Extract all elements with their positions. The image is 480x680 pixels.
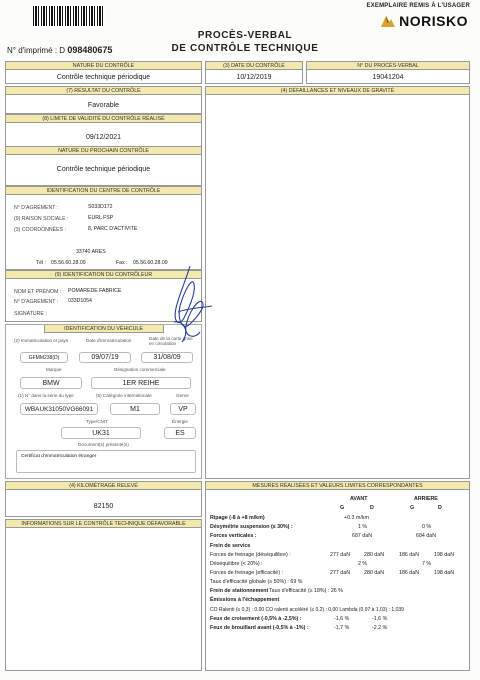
measures-box: [205, 481, 470, 671]
genre-value: VP: [170, 403, 196, 415]
print-number: [7, 45, 112, 55]
logo-mark-icon: [380, 14, 396, 28]
categorie-label: (5) Catégorie internationale: [96, 393, 152, 398]
ripage-value: +0.3 m/km: [344, 515, 369, 521]
controller-agrement-value: 033D1054: [68, 298, 92, 304]
carte-grise-value: 31/08/09: [141, 352, 193, 363]
next-control-box: [5, 146, 202, 186]
service-label: Frein de service: [210, 543, 251, 549]
brake2-rg: 186 daN: [399, 570, 420, 576]
measures-header: MESURES RÉALISÉES ET VALEURS LIMITES CORRESPONDANTES: [206, 482, 469, 490]
center-fax-value: 05.56.60.28.09: [133, 260, 168, 266]
croisement-left: -1,6 %: [334, 616, 350, 622]
brouillard-label: Feux de brouillard avant (-0,5% à -1%) :: [210, 625, 309, 631]
col-front-label: AVANT: [350, 496, 368, 502]
brake2-label: Forces de freinage (efficacité) :: [210, 570, 283, 576]
energie-label: Énergie: [172, 419, 188, 424]
global-rate: Taux d'efficacité globale (≥ 50%) : 69 %: [210, 579, 303, 585]
desym-label: Désymétrie suspension (≤ 30%) :: [210, 524, 293, 530]
center-agrement-value: S033D172: [88, 204, 113, 210]
pv-number-header: N° DU PROCÈS-VERBAL: [307, 62, 469, 70]
vin-value: WBAUK31050VG66091: [20, 403, 98, 415]
date-header: (3) DATE DU CONTRÔLE: [206, 62, 302, 70]
controller-signature-label: SIGNATURE :: [14, 311, 47, 317]
nature-value: Contrôle technique périodique: [56, 74, 151, 81]
vert-rear: 684 daN: [416, 533, 437, 539]
ripage-label: Ripage (-8 à +8 m/km): [210, 515, 265, 521]
date-value: 10/12/2019: [236, 74, 272, 81]
immat-value: GFMM238(D): [20, 352, 68, 363]
brake2-rd: 198 daN: [434, 570, 455, 576]
result-box: [5, 86, 202, 114]
front-g-label: G: [340, 505, 345, 511]
vin-label: (1) N° dans la série du type: [18, 393, 74, 398]
info-header: INFORMATIONS SUR LE CONTRÔLE TECHNIQUE DÉFAVORABLE: [6, 520, 201, 528]
defects-header: (4) DÉFAILLANCES ET NIVEAUX DE GRAVITÉ: [206, 87, 469, 95]
validity-box: [5, 114, 202, 147]
marque-label: Marque: [46, 367, 62, 372]
croisement-label: Feux de croisement (-0,5% à -2,5%) :: [210, 616, 302, 622]
center-header: IDENTIFICATION DU CENTRE DE CONTRÔLE: [6, 187, 201, 195]
controller-name-value: POMAREDE FABRICE: [68, 288, 122, 294]
genre-label: Genre: [176, 393, 189, 398]
marque-value: BMW: [20, 377, 82, 389]
designation-value: 1ER REIHE: [91, 377, 191, 389]
center-city: 33740 ARES: [76, 249, 106, 255]
croisement-right: -1,6 %: [372, 616, 388, 622]
center-fax-label: Fax :: [116, 260, 128, 266]
brake1-rg: 186 daN: [399, 552, 420, 558]
title-line-2: DE CONTRÔLE TECHNIQUE: [171, 43, 319, 54]
title-line-1: PROCÈS-VERBAL: [197, 30, 293, 41]
next-control-header: NATURE DU PROCHAIN CONTRÔLE: [6, 147, 201, 155]
front-d-label: D: [370, 505, 374, 511]
brake1-rd: 198 daN: [434, 552, 455, 558]
validity-value: 09/12/2021: [85, 134, 122, 141]
km-header: (4) KILOMÉTRAGE RELEVÉ: [6, 482, 201, 490]
desym-front: 1 %: [358, 524, 368, 530]
center-raison-value: EURL FSP: [88, 215, 114, 221]
rear-g-label: G: [410, 505, 415, 511]
km-value: 82150: [93, 503, 114, 510]
deseq-label: Déséquilibre (< 20%) :: [210, 561, 263, 567]
type-value: UK31: [61, 427, 141, 439]
brand-name: NORISKO: [399, 13, 468, 29]
brake2-fg: 277 daN: [330, 570, 351, 576]
center-address: 8, PARC D'ACTIVITE: [88, 226, 138, 232]
parking-rate: Taux d'efficacité (≥ 18%) : 26 %: [269, 588, 343, 594]
pv-number-box: [306, 61, 470, 84]
nature-box: [5, 61, 202, 84]
vert-label: Forces verticales :: [210, 533, 257, 539]
documents-value: Certificat d'immatriculation étranger: [16, 450, 196, 473]
center-tel-value: 05.56.60.28.09: [51, 260, 86, 266]
co-values: CO Ralenti (≤ 0,3) : 0,00 CO ralenti accéléré (≤ 0,2) : 0,00 Lambda (0,97 à 1,03) : 1,039: [210, 607, 404, 613]
brake1-fg: 277 daN: [330, 552, 351, 558]
rear-d-label: D: [438, 505, 442, 511]
deseq-rear: 7 %: [422, 561, 432, 567]
page-title: [150, 29, 340, 55]
deseq-front: 2 %: [358, 561, 368, 567]
date-box: [205, 61, 303, 84]
defects-box: [205, 86, 470, 479]
type-label: Type/CNIT: [86, 419, 108, 424]
vehicle-header: IDENTIFICATION DU VÉHICULE: [44, 325, 164, 333]
controller-name-label: NOM ET PRÉNOM :: [14, 289, 62, 295]
result-value: Favorable: [87, 102, 120, 109]
desym-rear: 0 %: [422, 524, 432, 530]
first-immat-label: Date d'immatriculation: [86, 338, 132, 343]
brouillard-right: -2,2 %: [372, 625, 388, 631]
center-agrement-label: N° D'AGRÉMENT :: [14, 205, 59, 211]
carte-grise-label: Date de la carte grise en circulation: [149, 336, 193, 346]
print-number-value: 098480675: [67, 45, 113, 55]
emissions-label: Émissions à l'échappement: [210, 597, 280, 603]
immat-label: (2) Immatriculation et pays: [14, 338, 69, 343]
pv-number-value: 19041204: [372, 74, 404, 81]
brand-logo: [380, 13, 468, 29]
validity-header: (8) LIMITE DE VALIDITÉ DU CONTRÔLE RÉALISÉ: [6, 115, 201, 123]
designation-label: Désignation commerciale: [114, 367, 166, 372]
center-tel-label: Tél :: [36, 260, 47, 266]
documents-label: Document(s) présenté(s): [78, 442, 129, 447]
print-number-label: N° d'imprimé : D: [7, 46, 66, 55]
center-box: [5, 186, 202, 270]
controller-header: (9) IDENTIFICATION DU CONTRÔLEUR: [6, 271, 201, 279]
controller-agrement-label: N° D'AGRÉMENT :: [14, 299, 59, 305]
energie-value: ES: [164, 427, 196, 439]
copy-label: EXEMPLAIRE REMIS À L'USAGER: [366, 3, 470, 9]
info-box: [5, 519, 202, 671]
result-header: (7) RÉSULTAT DU CONTRÔLE: [6, 87, 201, 95]
col-rear-label: ARRIERE: [414, 496, 438, 502]
brake1-label: Forces de freinage (déséquilibre) :: [210, 552, 291, 558]
vert-front: 687 daN: [352, 533, 373, 539]
signature-icon: [160, 262, 218, 348]
nature-header: NATURE DU CONTRÔLE: [6, 62, 201, 70]
brouillard-left: -1,7 %: [334, 625, 350, 631]
center-coord-label: (3) COORDONNÉES :: [14, 227, 66, 233]
brake1-fd: 280 daN: [364, 552, 385, 558]
first-immat-value: 09/07/19: [79, 352, 131, 363]
km-box: [5, 481, 202, 517]
barcode: [33, 6, 105, 26]
categorie-value: M1: [110, 403, 160, 415]
brake2-fd: 280 daN: [364, 570, 385, 576]
next-control-value: Contrôle technique périodique: [56, 166, 151, 173]
parking-label: Frein de stationnement: [210, 588, 269, 594]
center-raison-label: (9) RAISON SOCIALE :: [14, 216, 69, 222]
